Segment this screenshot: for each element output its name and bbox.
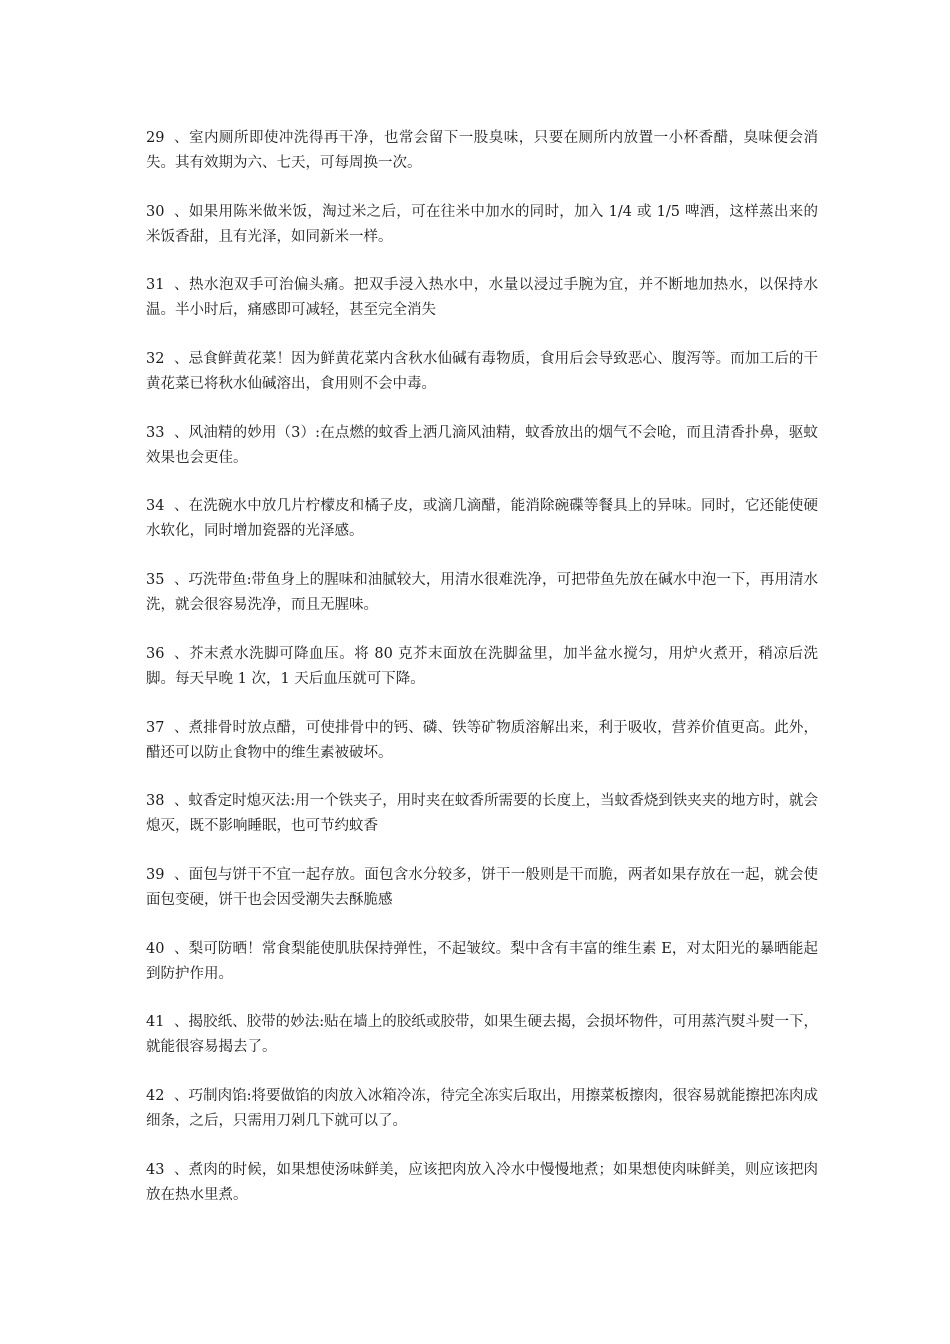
tip-separator: 、 — [174, 719, 189, 736]
tip-item — [146, 1158, 818, 1208]
tip-item — [146, 273, 818, 323]
tip-number: 41 — [146, 1014, 165, 1031]
tip-separator: 、 — [174, 645, 189, 662]
tip-number: 40 — [146, 940, 165, 957]
tip-number: 36 — [146, 645, 165, 662]
tip-separator: 、 — [174, 793, 189, 810]
tip-number: 33 — [146, 424, 165, 441]
tip-number: 38 — [146, 793, 165, 810]
tip-number: 42 — [146, 1087, 165, 1104]
tip-text: 煮排骨时放点醋，可使排骨中的钙、磷、铁等矿物质溶解出来，利于吸收，营养价值更高。此外，醋还可以防止食物中的维生素被破坏。 — [146, 719, 818, 761]
tip-number: 31 — [146, 277, 165, 294]
tip-text: 忌食鲜黄花菜！因为鲜黄花菜内含秋水仙碱有毒物质，食用后会导致恶心、腹泻等。而加工后的干黄花菜已将秋水仙碱溶出，食用则不会中毒。 — [146, 351, 818, 393]
tip-text: 巧洗带鱼:带鱼身上的腥味和油腻较大，用清水很难洗净，可把带鱼先放在碱水中泡一下，再用清水洗，就会很容易洗净，而且无腥味。 — [146, 572, 818, 614]
tip-item — [146, 347, 818, 397]
tip-number: 39 — [146, 866, 165, 883]
tip-separator: 、 — [174, 572, 189, 589]
tip-separator: 、 — [174, 130, 189, 146]
tip-item — [146, 494, 818, 544]
tip-separator: 、 — [174, 424, 189, 441]
tip-text: 风油精的妙用（3）:在点燃的蚊香上洒几滴风油精，蚊香放出的烟气不会呛，而且清香扑鼻，驱蚊效果也会更佳。 — [146, 424, 818, 466]
tip-number: 34 — [146, 498, 165, 515]
tip-text: 热水泡双手可治偏头痛。把双手浸入热水中，水量以浸过手腕为宜，并不断地加热水，以保持水温。半小时后，痛感即可减轻，甚至完全消失 — [146, 277, 818, 319]
tip-separator: 、 — [174, 1014, 189, 1031]
tip-text: 室内厕所即使冲洗得再干净，也常会留下一股臭味，只要在厕所内放置一小杯香醋，臭味便会消失。其有效期为六、七天，可每周换一次。 — [146, 130, 818, 171]
tip-separator: 、 — [174, 498, 189, 515]
tip-text: 巧制肉馅:将要做馅的肉放入冰箱冷冻，待完全冻实后取出，用擦菜板擦肉，很容易就能擦把冻肉成细条，之后，只需用刀剁几下就可以了。 — [146, 1087, 818, 1129]
tip-text: 梨可防晒！常食梨能使肌肤保持弹性，不起皱纹。梨中含有丰富的维生素 E，对太阳光的暴晒能起到防护作用。 — [146, 940, 818, 982]
tip-separator: 、 — [174, 1087, 189, 1104]
tip-separator: 、 — [174, 866, 189, 883]
tip-number: 37 — [146, 719, 165, 736]
tip-item — [146, 568, 818, 618]
tip-item — [146, 200, 818, 250]
tip-number: 29 — [146, 130, 165, 146]
tip-separator: 、 — [174, 203, 189, 220]
tip-item — [146, 1010, 818, 1060]
tip-text: 如果用陈米做米饭，淘过米之后，可在往米中加水的同时，加入 1/4 或 1/5 啤酒，这样蒸出来的米饭香甜，且有光泽，如同新米一样。 — [146, 203, 818, 245]
tip-text: 蚊香定时熄灭法:用一个铁夹子，用时夹在蚊香所需要的长度上，当蚊香烧到铁夹夹的地方时，就会熄灭，既不影响睡眠，也可节约蚊香 — [146, 793, 818, 835]
tip-number: 32 — [146, 351, 165, 368]
tip-item — [146, 126, 818, 176]
tip-number: 30 — [146, 203, 165, 220]
tip-text: 面包与饼干不宜一起存放。面包含水分较多，饼干一般则是干而脆，两者如果存放在一起，就会使面包变硬，饼干也会因受潮失去酥脆感 — [146, 866, 818, 908]
tip-item — [146, 421, 818, 471]
tip-number: 35 — [146, 572, 165, 589]
tip-item — [146, 937, 818, 987]
tip-item — [146, 1084, 818, 1134]
tip-separator: 、 — [174, 351, 189, 368]
tip-item — [146, 863, 818, 913]
tip-number: 43 — [146, 1161, 165, 1178]
tip-separator: 、 — [174, 940, 189, 957]
tip-item — [146, 642, 818, 692]
tip-item — [146, 716, 818, 766]
tip-text: 煮肉的时候，如果想使汤味鲜美，应该把肉放入冷水中慢慢地煮；如果想使肉味鲜美，则应该把肉放在热水里煮。 — [146, 1161, 818, 1203]
tip-separator: 、 — [174, 277, 189, 294]
tip-text: 揭胶纸、胶带的妙法:贴在墙上的胶纸或胶带，如果生硬去揭，会损坏物件，可用蒸汽熨斗熨一下，就能很容易揭去了。 — [146, 1014, 818, 1056]
tip-text: 芥末煮水洗脚可降血压。将 80 克芥末面放在洗脚盆里，加半盆水搅匀，用炉火煮开，稍凉后洗脚。每天早晚 1 次，1 天后血压就可下降。 — [146, 645, 818, 687]
tip-separator: 、 — [174, 1161, 189, 1178]
tip-text: 在洗碗水中放几片柠檬皮和橘子皮，或滴几滴醋，能消除碗碟等餐具上的异味。同时，它还能使硬水软化，同时增加瓷器的光泽感。 — [146, 498, 818, 540]
tip-item — [146, 789, 818, 839]
tips-list — [146, 126, 818, 1231]
